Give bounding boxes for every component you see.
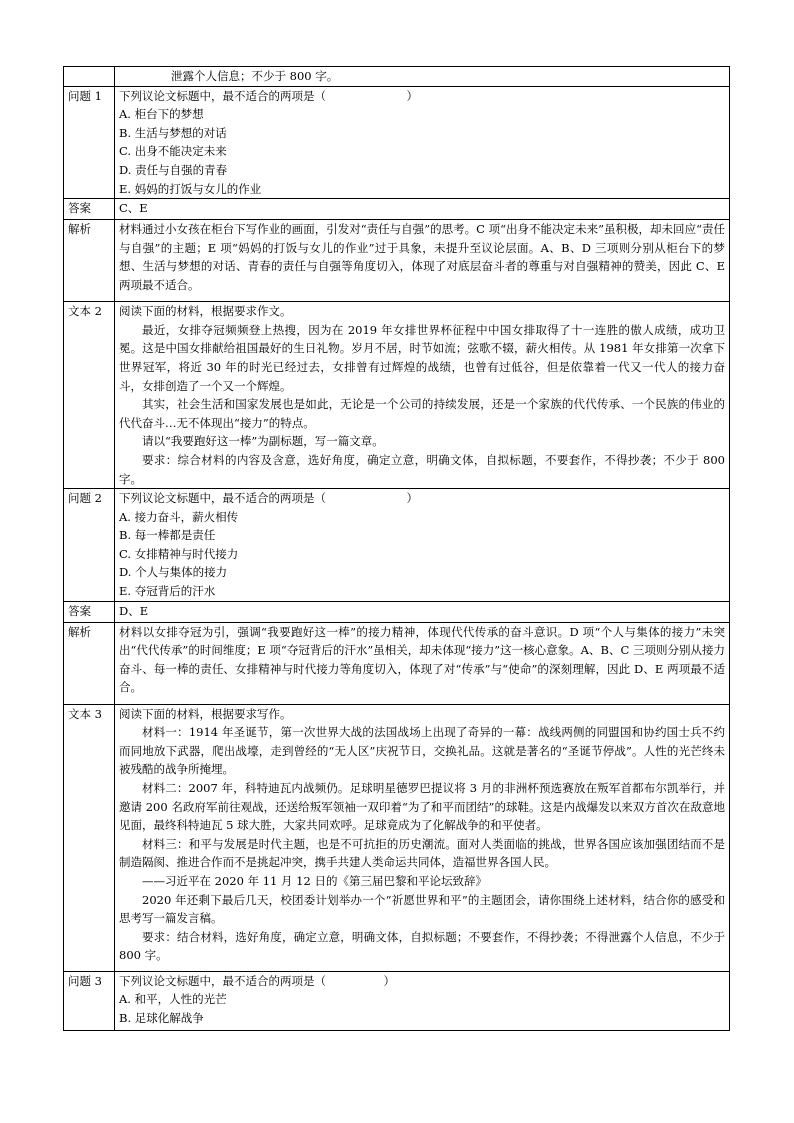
table-row: [64, 86, 730, 199]
question-prompt: 下列议论文标题中，最不适合的两项是（ ）: [119, 491, 418, 506]
table-row: [64, 220, 730, 302]
option-item: E. 夺冠背后的汗水: [119, 584, 216, 599]
row-label-empty: [64, 67, 115, 87]
continuation-text: 泄露个人信息；不少于 800 字。: [171, 69, 339, 83]
question-2-cell: [115, 489, 730, 602]
material-paragraph: 材料三：和平与发展是时代主题，也是不可抗拒的历史潮流。面对人类面临的挑战，世界各国应该加强团结而不是制造隔阂、推进合作而不是挑起冲突，携手共建人类命运共同体，造福世界各国人民。: [119, 836, 725, 870]
row-label: 答案: [64, 199, 115, 220]
writing-prompt: 请以“我要跑好这一棒”为副标题，写一篇文章。: [142, 434, 384, 449]
row-label: 文本 3: [64, 704, 115, 971]
text-3-cell: [115, 704, 730, 971]
question-prompt: 下列议论文标题中，最不适合的两项是（ ）: [119, 973, 395, 988]
option-item: C. 出身不能决定未来: [119, 144, 227, 159]
option-item: D. 个人与集体的接力: [119, 565, 228, 580]
option-item: E. 妈妈的打饭与女儿的作业: [119, 181, 262, 196]
question-3-cell: [115, 971, 730, 1030]
answer-value: D、E: [119, 603, 149, 618]
table-row: [64, 622, 730, 704]
row-label: 问题 3: [64, 971, 115, 1030]
continuation-cell: [115, 67, 730, 87]
table-row: [64, 971, 730, 1030]
exam-material-table: [63, 66, 730, 1031]
writing-prompt: 2020 年还剩下最后几天，校团委计划举办一个“祈愿世界和平”的主题团会，请你围绕上述材料，结合你的感受和思考写一篇发言稿。: [119, 892, 725, 926]
row-label: 问题 1: [64, 86, 115, 199]
material-paragraph: 材料二：2007 年，科特迪瓦内战频仍。足球明星德罗巴提议将 3 月的非洲杯预选赛放在叛军首都布尔凯举行，并邀请 200 名政府军前往观战，还送给叛军领袖一双印着“为了和平而团结”的球鞋。这是内战爆发以来双方首次在敌意地见面，最终科特迪瓦 5 球大胜，大家共同欢呼。足球竟成为了化解战争的和平使者。: [119, 781, 725, 833]
row-label: 解析: [64, 622, 115, 704]
material-paragraph: 材料一：1914 年圣诞节，第一次世界大战的法国战场上出现了奇异的一幕：战线两侧的同盟国和协约国士兵不约而同地放下武器，爬出战壕，走到曾经的“无人区”庆祝节日，交换礼品。这就是著名的“圣诞节停战”。人性的光芒终未被残酷的战争所掩埋。: [119, 725, 725, 777]
question-prompt: 下列议论文标题中，最不适合的两项是（ ）: [119, 88, 418, 103]
answer-2-cell: [115, 601, 730, 622]
option-item: B. 足球化解战争: [119, 1010, 204, 1025]
row-label: 解析: [64, 220, 115, 302]
option-item: B. 每一棒都是责任: [119, 528, 216, 543]
option-item: D. 责任与自强的青春: [119, 162, 228, 177]
answer-value: C、E: [119, 201, 148, 216]
explanation-2-cell: [115, 622, 730, 704]
material-intro: 阅读下面的材料，根据要求写作。: [119, 706, 292, 721]
explanation-text: 材料通过小女孩在柜台下写作业的画面，引发对“责任与自强”的思考。C 项“出身不能决定未来”虽积极，却未回应“责任与自强”的主题；E 项“妈妈的打饭与女儿的作业”过于具象，未提升至议论层面。A、B、D 三项则分别从柜台下的梦想、生活与梦想的对话、青春的责任与自强等角度切入，体现了对底层奋斗者的尊重与对自强精神的赞美，因此 C、E 两项最不适合。: [119, 222, 725, 292]
row-label: 文本 2: [64, 302, 115, 489]
writing-requirements: 要求：结合材料，选好角度，确定立意，明确文体，自拟标题；不要套作，不得抄袭；不得泄露个人信息，不少于 800 字。: [119, 929, 725, 963]
material-paragraph: 最近，女排夺冠频频登上热搜，因为在 2019 年女排世界杯征程中中国女排取得了十一连胜的傲人成绩，成功卫冕。这是中国女排献给祖国最好的生日礼物。岁月不居，时节如流；弦歌不辍，薪火相传。从 1981 年女排第一次拿下世界冠军，将近 30 年的时光已经过去，女排曾有过辉煌的战绩，也曾有过低谷，但是依靠着一代又一代人的接力奋斗，女排创造了一个又一个辉煌。: [119, 322, 725, 393]
writing-requirements: 要求：综合材料的内容及含意，选好角度，确定立意，明确文体，自拟标题，不要套作，不得抄袭；不少于 800 字。: [119, 452, 725, 486]
explanation-1-cell: [115, 220, 730, 302]
text-2-cell: [115, 302, 730, 489]
option-item: A. 接力奋斗，薪火相传: [119, 509, 239, 524]
explanation-text: 材料以女排夺冠为引，强调“我要跑好这一棒”的接力精神，体现代代传承的奋斗意识。D 项“个人与集体的接力”未突出“代代传承”的时间维度；E 项“夺冠背后的汗水”虽相关，却未体现“接力”这一核心意象。A、B、C 三项则分别从接力奋斗、每一棒的责任、女排精神与时代接力等角度切入，体现了对“传承”与“使命”的深刻理解，因此 D、E 两项最不适合。: [119, 624, 725, 695]
row-label: 问题 2: [64, 489, 115, 602]
material-paragraph: 其实，社会生活和国家发展也是如此，无论是一个公司的持续发展，还是一个家族的代代传承、一个民族的伟业的代代奋斗…无不体现出“接力”的特点。: [119, 397, 725, 430]
option-item: A. 和平，人性的光芒: [119, 992, 227, 1007]
table-row: [64, 489, 730, 602]
table-row: [64, 302, 730, 489]
option-item: C. 女排精神与时代接力: [119, 546, 239, 561]
row-label: 答案: [64, 601, 115, 622]
table-row: [64, 601, 730, 622]
question-1-cell: [115, 86, 730, 199]
table-row: [64, 704, 730, 971]
table-row: [64, 199, 730, 220]
option-item: B. 生活与梦想的对话: [119, 125, 227, 140]
table-row: [64, 67, 730, 87]
quote-source: ——习近平在 2020 年 11 月 12 日的《第三届巴黎和平论坛致辞》: [142, 874, 487, 888]
answer-1-cell: [115, 199, 730, 220]
option-item: A. 柜台下的梦想: [119, 107, 204, 122]
material-intro: 阅读下面的材料，根据要求作文。: [119, 304, 292, 319]
